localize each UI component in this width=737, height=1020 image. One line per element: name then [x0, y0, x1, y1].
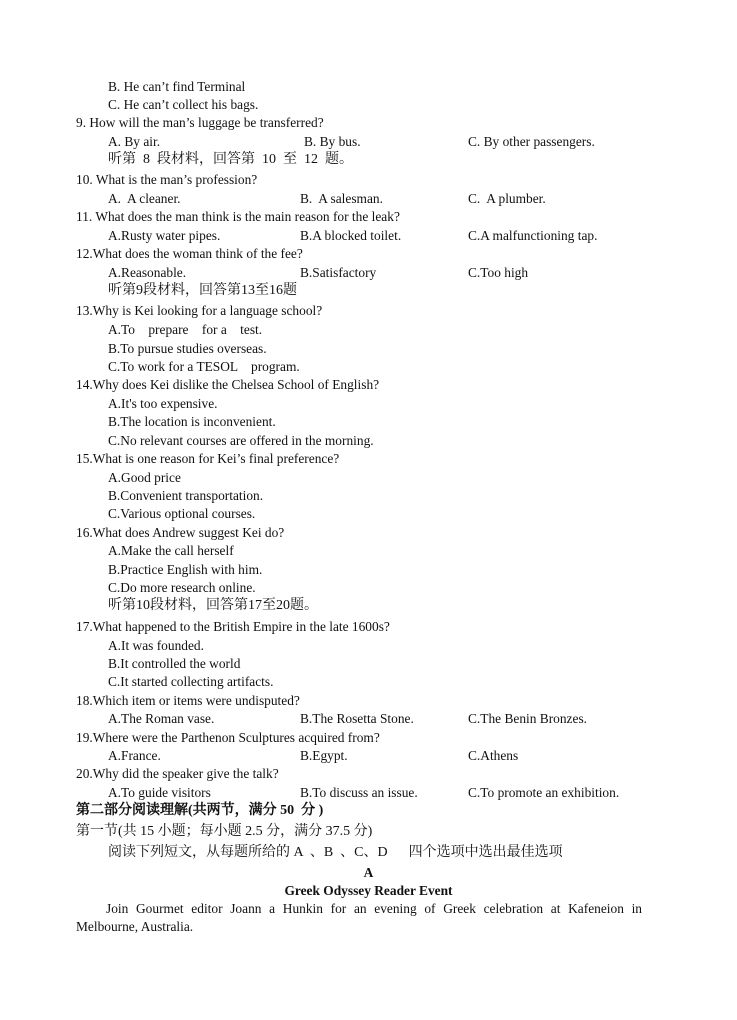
question-line: 18.Which item or items were undisputed?	[76, 693, 300, 708]
option-line: C.Athens	[468, 748, 519, 763]
option-line: B.Satisfactory	[300, 265, 377, 280]
option-line: B.It controlled the world	[108, 656, 241, 671]
option-line: A.Reasonable.	[108, 265, 187, 280]
question-line: 10. What is the man’s profession?	[76, 172, 258, 187]
option-line: B.Convenient transportation.	[108, 488, 264, 503]
option-line: C. He can’t collect his bags.	[108, 97, 259, 112]
option-line: B.The location is inconvenient.	[108, 414, 276, 429]
option-line: B.Egypt.	[300, 748, 348, 763]
option-line: B.To discuss an issue.	[300, 785, 418, 800]
option-line: C.No relevant courses are offered in the morning.	[108, 433, 374, 448]
option-line: A.It was founded.	[108, 638, 204, 653]
part-heading: 第二部分阅读理解(共两节，满分 50 分 )	[76, 803, 324, 818]
option-line: A.Good price	[108, 470, 181, 485]
option-line: B. By bus.	[304, 134, 361, 149]
question-line: 15.What is one reason for Kei’s final preference?	[76, 451, 340, 466]
passage-paragraph: Join Gourmet editor Joann a Hunkin for an evening of Greek celebration at Kafeneion in Melbourne, Australia.	[76, 901, 642, 934]
question-line: 16.What does Andrew suggest Kei do?	[76, 525, 285, 540]
option-line: C.It started collecting artifacts.	[108, 674, 274, 689]
question-line: 13.Why is Kei looking for a language school?	[76, 303, 323, 318]
question-line: 14.Why does Kei dislike the Chelsea School of English?	[76, 377, 380, 392]
option-line: C. By other passengers.	[468, 134, 595, 149]
question-line: 12.What does the woman think of the fee?	[76, 246, 303, 261]
passage-title: Greek Odyssey Reader Event	[284, 883, 453, 898]
option-line: A. A cleaner.	[108, 191, 181, 206]
passage-letter: A	[363, 865, 374, 880]
option-line: C. A plumber.	[468, 191, 546, 206]
option-line: C.To work for a TESOL program.	[108, 359, 300, 374]
question-line: 17.What happened to the British Empire in the late 1600s?	[76, 619, 390, 634]
section-instruction: 听第 8 段材料，回答第 10 至 12 题。	[108, 152, 353, 167]
option-line: A.It's too expensive.	[108, 396, 218, 411]
section-instruction: 阅读下列短文，从每题所给的 A 、B 、C、D 四个选项中选出最佳选项	[108, 845, 563, 860]
section-heading: 第一节(共 15 小题；每小题 2.5 分，满分 37.5 分)	[76, 824, 373, 839]
option-line: C.Too high	[468, 265, 529, 280]
question-line: 20.Why did the speaker give the talk?	[76, 766, 279, 781]
option-line: B.Practice English with him.	[108, 562, 263, 577]
option-line: B. He can’t find Terminal	[108, 79, 246, 94]
question-line: 11. What does the man think is the main reason for the leak?	[76, 209, 400, 224]
option-line: C.To promote an exhibition.	[468, 785, 620, 800]
option-line: A. By air.	[108, 134, 161, 149]
option-line: B.To pursue studies overseas.	[108, 341, 267, 356]
option-line: A.To guide visitors	[108, 785, 211, 800]
question-line: 19.Where were the Parthenon Sculptures acquired from?	[76, 730, 380, 745]
option-line: A.Make the call herself	[108, 543, 234, 558]
option-line: B.A blocked toilet.	[300, 228, 402, 243]
option-line: C.Do more research online.	[108, 580, 256, 595]
option-line: B. A salesman.	[300, 191, 383, 206]
section-instruction: 听第9段材料，回答第13至16题	[108, 283, 297, 298]
option-line: A.France.	[108, 748, 161, 763]
question-line: 9. How will the man’s luggage be transferred?	[76, 115, 324, 130]
section-instruction: 听第10段材料，回答第17至20题。	[108, 598, 318, 613]
option-line: A.The Roman vase.	[108, 711, 215, 726]
option-line: C.Various optional courses.	[108, 506, 256, 521]
option-line: C.The Benin Bronzes.	[468, 711, 588, 726]
option-line: B.The Rosetta Stone.	[300, 711, 414, 726]
option-line: C.A malfunctioning tap.	[468, 228, 598, 243]
option-line: A.To prepare for a test.	[108, 322, 263, 337]
option-line: A.Rusty water pipes.	[108, 228, 221, 243]
